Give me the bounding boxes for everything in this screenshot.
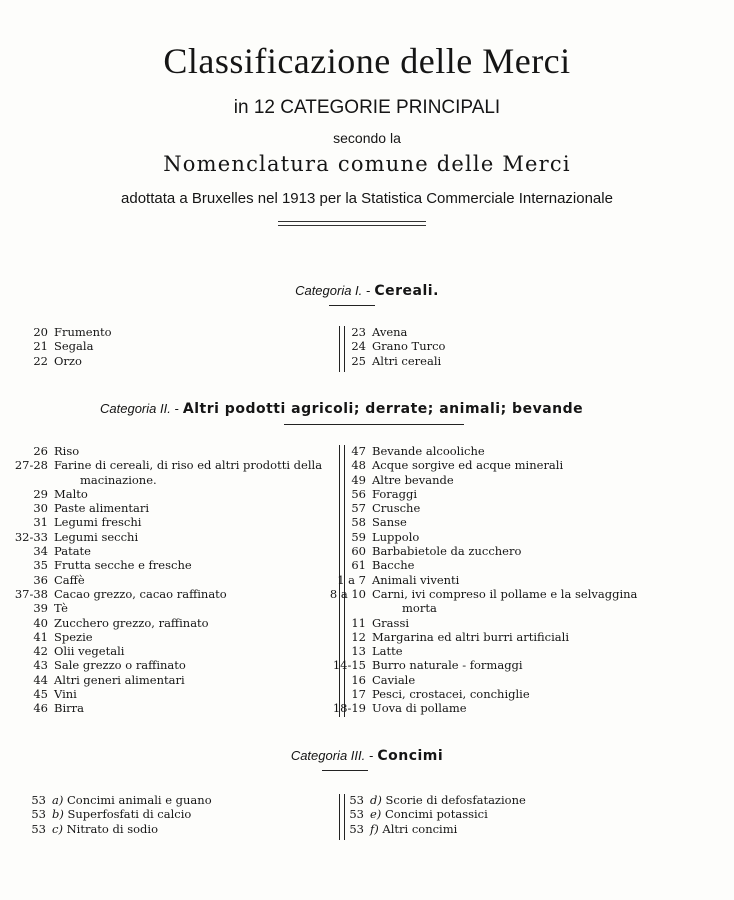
list-item bbox=[33, 644, 339, 659]
list-item bbox=[33, 544, 339, 559]
item-text: Nitrato di sodio bbox=[66, 821, 158, 836]
item-number: 21 bbox=[33, 339, 48, 354]
list-item bbox=[31, 821, 332, 836]
item-number: 31 bbox=[33, 515, 48, 530]
item-number: 46 bbox=[33, 701, 48, 716]
category-1-heading bbox=[0, 283, 734, 299]
item-number: 18-19 bbox=[332, 701, 366, 716]
item-number: 61 bbox=[351, 558, 366, 573]
item-number: 24 bbox=[351, 339, 366, 354]
category-2-heading bbox=[100, 401, 634, 417]
item-text-continuation: macinazione. bbox=[80, 472, 157, 487]
item-number: 26 bbox=[33, 444, 48, 458]
item-letter: f) bbox=[370, 821, 379, 836]
item-number: 35 bbox=[33, 558, 48, 573]
item-number: 60 bbox=[351, 544, 366, 559]
list-item bbox=[33, 486, 339, 501]
list-item bbox=[33, 658, 339, 673]
list-item bbox=[14, 586, 339, 601]
item-text: Frutta secche e fresche bbox=[54, 558, 192, 573]
item-text: Luppolo bbox=[372, 529, 420, 544]
category-1-left-list bbox=[33, 325, 324, 368]
item-text: Bacche bbox=[372, 558, 415, 573]
list-item bbox=[351, 472, 672, 487]
list-item bbox=[351, 339, 672, 354]
category-1-label: Categoria I. - bbox=[295, 283, 371, 298]
item-text: Pesci, crostacei, conchiglie bbox=[372, 687, 530, 702]
item-number: 37-38 bbox=[14, 586, 48, 601]
category-3-left-list bbox=[31, 793, 332, 836]
item-text-continuation: morta bbox=[402, 601, 437, 616]
item-text: Scorie di defosfatazione bbox=[385, 793, 526, 807]
item-number: 8 a 10 bbox=[329, 586, 366, 601]
list-item bbox=[351, 501, 672, 516]
category-1-underline bbox=[329, 305, 375, 306]
item-number: 53 bbox=[349, 793, 364, 807]
item-text: Altri concimi bbox=[382, 821, 458, 836]
item-text: Avena bbox=[372, 325, 408, 339]
title-divider bbox=[278, 221, 426, 226]
category-3-heading bbox=[0, 748, 734, 764]
list-item bbox=[351, 325, 672, 339]
item-number: 30 bbox=[33, 501, 48, 516]
item-number: 22 bbox=[33, 353, 48, 368]
list-item bbox=[33, 339, 324, 354]
list-item bbox=[14, 529, 339, 544]
item-number: 53 bbox=[31, 793, 46, 807]
list-item bbox=[33, 325, 324, 339]
list-item bbox=[351, 544, 672, 559]
item-number: 29 bbox=[33, 486, 48, 501]
item-text: Farine di cereali, di riso ed altri prodotti della bbox=[54, 458, 323, 473]
page-subtitle: in 12 CATEGORIE PRINCIPALI bbox=[233, 97, 501, 118]
item-text: Cacao grezzo, cacao raffinato bbox=[54, 586, 227, 601]
item-text: Margarina ed altri burri artificiali bbox=[372, 629, 569, 644]
list-item bbox=[351, 458, 672, 473]
list-item bbox=[33, 572, 339, 587]
item-number: 34 bbox=[33, 544, 48, 559]
item-letter: a) bbox=[52, 793, 64, 807]
item-number: 20 bbox=[33, 325, 48, 339]
item-number: 48 bbox=[351, 458, 366, 473]
item-text: Grassi bbox=[372, 615, 410, 630]
list-item bbox=[351, 444, 672, 458]
item-text: Birra bbox=[54, 701, 84, 716]
list-item bbox=[351, 629, 672, 644]
category-1-name: Cereali. bbox=[374, 283, 439, 299]
item-number: 59 bbox=[351, 529, 366, 544]
item-number: 47 bbox=[351, 444, 366, 458]
item-number: 53 bbox=[31, 821, 46, 836]
list-item bbox=[351, 644, 672, 659]
item-number: 40 bbox=[33, 615, 48, 630]
item-number: 39 bbox=[33, 601, 48, 616]
list-item bbox=[351, 486, 672, 501]
category-3-underline bbox=[322, 770, 368, 771]
list-item bbox=[349, 821, 670, 836]
item-number: 36 bbox=[33, 572, 48, 587]
item-number: 12 bbox=[351, 629, 366, 644]
item-text: Olii vegetali bbox=[54, 644, 125, 659]
list-item bbox=[332, 658, 672, 673]
item-number: 56 bbox=[351, 486, 366, 501]
category-1-right-list bbox=[351, 325, 672, 368]
item-text: Sale grezzo o raffinato bbox=[54, 658, 186, 673]
item-number: 45 bbox=[33, 687, 48, 702]
list-item bbox=[33, 629, 339, 644]
item-number: 53 bbox=[349, 821, 364, 836]
item-number: 32-33 bbox=[14, 529, 48, 544]
item-number: 23 bbox=[351, 325, 366, 339]
item-number: 53 bbox=[349, 807, 364, 822]
item-text: Foraggi bbox=[372, 486, 418, 501]
list-item bbox=[332, 701, 672, 716]
list-item bbox=[31, 807, 332, 822]
list-item bbox=[349, 807, 670, 822]
item-text: Altri generi alimentari bbox=[54, 672, 185, 687]
list-item bbox=[33, 672, 339, 687]
item-text: Altri cereali bbox=[372, 353, 442, 368]
item-text: Animali viventi bbox=[372, 572, 460, 587]
item-text: Frumento bbox=[54, 325, 112, 339]
item-text: Caviale bbox=[372, 672, 416, 687]
list-item bbox=[337, 572, 672, 587]
item-text: Latte bbox=[372, 644, 403, 659]
list-item bbox=[33, 444, 339, 458]
list-item bbox=[351, 615, 672, 630]
list-item bbox=[31, 793, 332, 807]
item-text: Legumi freschi bbox=[54, 515, 142, 530]
item-text: Sanse bbox=[372, 515, 407, 530]
list-item bbox=[33, 701, 339, 716]
item-text: Riso bbox=[54, 444, 80, 458]
list-item bbox=[33, 615, 339, 630]
list-item bbox=[33, 515, 339, 530]
item-letter: b) bbox=[52, 807, 64, 822]
item-number: 44 bbox=[33, 672, 48, 687]
item-text: Legumi secchi bbox=[54, 529, 139, 544]
category-2-name: Altri podotti agricoli; derrate; animali; bevande bbox=[182, 401, 584, 417]
list-item bbox=[351, 558, 672, 573]
item-text: Malto bbox=[54, 486, 88, 501]
item-text: Grano Turco bbox=[372, 339, 446, 354]
item-number: 14-15 bbox=[332, 658, 366, 673]
item-number: 25 bbox=[351, 353, 366, 368]
item-text: Orzo bbox=[54, 353, 82, 368]
list-item bbox=[349, 793, 670, 807]
list-item bbox=[33, 601, 339, 616]
item-text: Vini bbox=[54, 687, 77, 702]
category-3-column-divider bbox=[339, 794, 345, 840]
item-text: Altre bevande bbox=[372, 472, 454, 487]
list-item bbox=[351, 353, 672, 368]
item-number: 43 bbox=[33, 658, 48, 673]
item-number: 1 a 7 bbox=[337, 572, 366, 587]
item-number: 16 bbox=[351, 672, 366, 687]
nomenclatura-heading: Nomenclatura comune delle Merci bbox=[163, 152, 571, 176]
item-text: Concimi potassici bbox=[384, 807, 488, 822]
category-3-name: Concimi bbox=[377, 748, 444, 764]
item-text: Segala bbox=[54, 339, 94, 354]
list-item bbox=[329, 586, 672, 616]
item-letter: c) bbox=[52, 821, 63, 836]
list-item bbox=[33, 353, 324, 368]
page-title: Classificazione delle Merci bbox=[163, 41, 571, 81]
item-number: 17 bbox=[351, 687, 366, 702]
list-item bbox=[351, 687, 672, 702]
list-item bbox=[351, 529, 672, 544]
item-number: 49 bbox=[351, 472, 366, 487]
list-item bbox=[14, 458, 339, 487]
category-3-label: Categoria III. - bbox=[290, 748, 374, 763]
adottata-line: adottata a Bruxelles nel 1913 per la Statistica Commerciale Internazionale bbox=[121, 190, 613, 207]
list-item bbox=[351, 672, 672, 687]
list-item bbox=[351, 515, 672, 530]
item-text: Tè bbox=[54, 601, 68, 616]
category-2-left-list bbox=[14, 444, 339, 716]
item-number: 57 bbox=[351, 501, 366, 516]
item-text: Acque sorgive ed acque minerali bbox=[372, 458, 564, 473]
category-2-label: Categoria II. - bbox=[100, 401, 179, 416]
list-item bbox=[33, 501, 339, 516]
item-text: Burro naturale - formaggi bbox=[372, 658, 523, 673]
item-number: 27-28 bbox=[14, 458, 48, 473]
category-1-column-divider bbox=[339, 326, 345, 372]
item-number: 11 bbox=[351, 615, 366, 630]
item-number: 53 bbox=[31, 807, 46, 822]
category-2-underline bbox=[284, 424, 464, 425]
item-text: Superfosfati di calcio bbox=[67, 807, 192, 822]
item-text: Paste alimentari bbox=[54, 501, 150, 516]
item-text: Concimi animali e guano bbox=[67, 793, 212, 807]
item-text: Patate bbox=[54, 544, 91, 559]
item-text: Uova di pollame bbox=[372, 701, 467, 716]
item-number: 13 bbox=[351, 644, 366, 659]
item-text: Barbabietole da zucchero bbox=[372, 544, 522, 559]
list-item bbox=[33, 687, 339, 702]
item-number: 58 bbox=[351, 515, 366, 530]
item-text: Zucchero grezzo, raffinato bbox=[54, 615, 209, 630]
item-letter: e) bbox=[370, 807, 382, 822]
item-text: Spezie bbox=[54, 629, 93, 644]
secondo-line: secondo la bbox=[333, 130, 401, 146]
item-text: Caffè bbox=[54, 572, 85, 587]
item-text: Crusche bbox=[372, 501, 421, 516]
item-text: Bevande alcooliche bbox=[372, 444, 485, 458]
item-number: 41 bbox=[33, 629, 48, 644]
item-letter: d) bbox=[370, 793, 382, 807]
item-number: 42 bbox=[33, 644, 48, 659]
category-3-right-list bbox=[349, 793, 670, 836]
item-text: Carni, ivi compreso il pollame e la selvaggina bbox=[372, 586, 638, 601]
list-item bbox=[33, 558, 339, 573]
category-2-right-list bbox=[329, 444, 672, 716]
